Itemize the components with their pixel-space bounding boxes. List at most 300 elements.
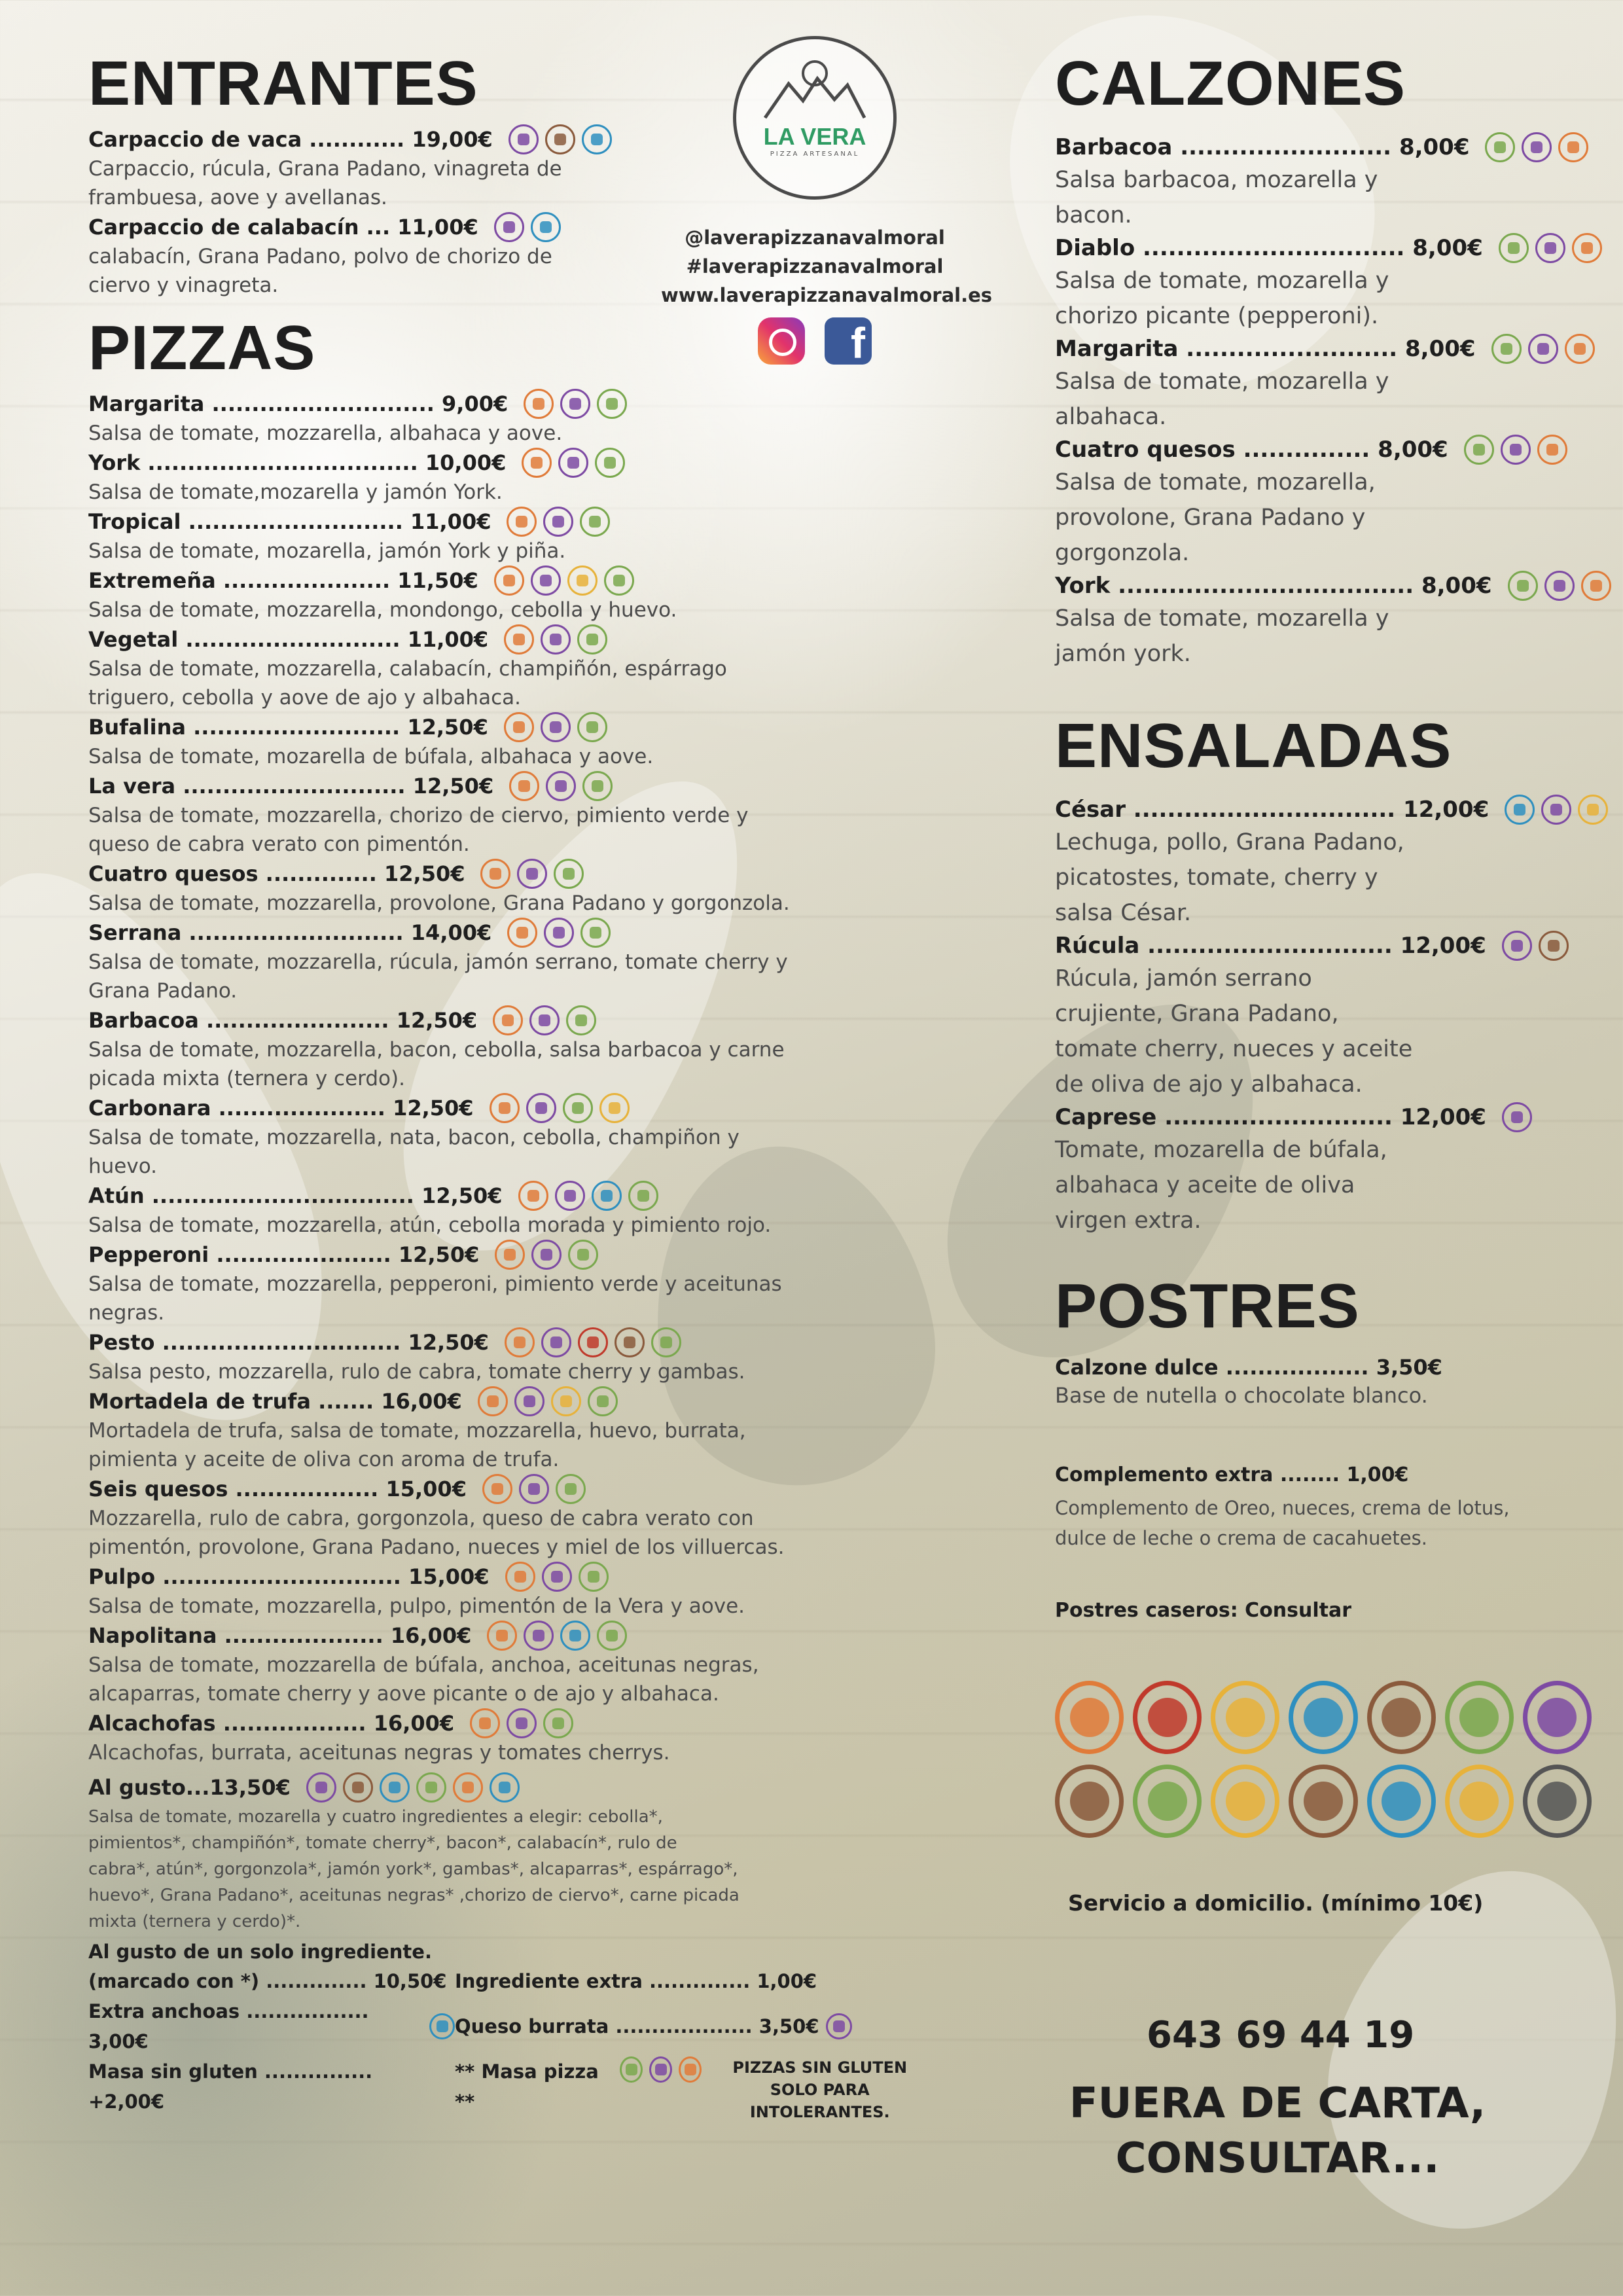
allergen-icons xyxy=(1502,1102,1532,1132)
menu-item-desc: Salsa de tomate, mozzarella, nata, bacon, cebolla, champiñon y huevo. xyxy=(88,1126,740,1178)
menu-item xyxy=(88,1474,952,1562)
extra-anchoas-label: Extra anchoas ................. 3,00€ xyxy=(88,2000,369,2053)
allergen-icons xyxy=(505,1562,609,1592)
egg-icon xyxy=(567,565,597,596)
gluten-icon xyxy=(1464,435,1494,465)
right-column xyxy=(1055,48,1592,2186)
menu-item-name xyxy=(1055,1102,1578,1132)
dairy-icon xyxy=(541,1327,571,1357)
gluten-icon xyxy=(1499,233,1529,263)
item-name-label: Alcachofas .................. 16,00€ xyxy=(88,1711,455,1736)
item-name-label: Rúcula ............................. 12,00€ xyxy=(1055,933,1486,959)
allergen-icons xyxy=(505,1327,681,1357)
item-name-label: Carpaccio de vaca ............ 19,00€ xyxy=(88,127,493,152)
al-gusto-name: Al gusto...13,50€ xyxy=(88,1775,291,1800)
hashtag: #laverapizzanavalmoral xyxy=(686,255,944,278)
allergens-row xyxy=(1055,1765,1592,1838)
menu-item-desc: Salsa de tomate, mozarella, provolone, Grana Padano y gorgonzola. xyxy=(1055,469,1376,566)
dairy-icon xyxy=(1502,1102,1532,1132)
vegetable-icon xyxy=(522,448,552,478)
allergen-icons xyxy=(478,1386,618,1416)
masa-pizza-label: ** Masa pizza ** xyxy=(455,2060,599,2113)
menu-item-desc: Salsa de tomate,mozarella y jamón York. xyxy=(88,480,503,504)
mountain-logo-icon xyxy=(762,59,867,124)
item-name-label: Extremeña ..................... 11,50€ xyxy=(88,568,478,593)
menu-item-desc: Tomate, mozarella de búfala, albahaca y aceite de oliva virgen extra. xyxy=(1055,1137,1387,1234)
menu-item xyxy=(88,1005,952,1093)
allergen-icons xyxy=(493,1005,596,1035)
menu-item xyxy=(1055,571,1578,672)
menu-item xyxy=(1055,435,1578,571)
menu-item-name xyxy=(88,859,952,889)
dairy-icon xyxy=(1522,132,1552,162)
menu-item-name xyxy=(88,507,952,537)
crustacean-icon xyxy=(1133,1681,1202,1754)
allergen-icons xyxy=(482,1474,586,1504)
dairy-icon xyxy=(826,2013,852,2039)
item-name-label: Barbacoa ......................... 8,00€ xyxy=(1055,134,1470,160)
menu-item xyxy=(88,1562,952,1621)
menu-item-name xyxy=(1055,931,1578,961)
menu-item-desc: Salsa de tomate, mozzarella, mondongo, cebolla y huevo. xyxy=(88,598,677,622)
allergens-legend xyxy=(1055,1681,1592,1838)
fuera-line-1: FUERA DE CARTA, xyxy=(1069,2079,1486,2128)
menu-item-name xyxy=(88,1562,952,1592)
dairy-icon xyxy=(514,1386,544,1416)
menu-item-name xyxy=(88,1181,952,1211)
entrantes-title: ENTRANTES xyxy=(88,48,478,118)
menu-item xyxy=(88,859,952,918)
vegetable-icon xyxy=(504,624,534,655)
fish-icon xyxy=(531,212,561,242)
gluten-icon xyxy=(628,1181,658,1211)
gluten-icon xyxy=(588,1386,618,1416)
gluten-icon xyxy=(595,448,625,478)
vegetable-icon xyxy=(1055,1681,1124,1754)
vegetable-icon xyxy=(504,712,534,742)
vegetable-icon xyxy=(470,1708,500,1738)
item-name-label: Margarita ............................ 9,00€ xyxy=(88,391,508,416)
queso-burrata-label: Queso burrata ................... 3,50€ xyxy=(455,2015,819,2037)
dairy-icon xyxy=(531,1240,562,1270)
item-name-label: César ............................... 12,00€ xyxy=(1055,797,1489,823)
menu-item xyxy=(88,212,586,300)
dairy-icon xyxy=(1502,931,1532,961)
menu-item xyxy=(1055,931,1578,1102)
pizzas-list xyxy=(88,389,952,1767)
menu-item-name xyxy=(88,565,952,596)
brand-name: LA VERA xyxy=(763,123,866,150)
masa-sin-gluten: Masa sin gluten ............... +2,00€ xyxy=(88,2060,373,2113)
fish-icon xyxy=(1289,1681,1357,1754)
allergen-icons xyxy=(480,859,584,889)
social-icons xyxy=(661,317,969,365)
fish-icon xyxy=(380,1772,410,1803)
menu-item xyxy=(1055,1102,1578,1238)
item-name-label: Pepperoni ...................... 12,50€ xyxy=(88,1242,480,1267)
item-name-label: Vegetal ........................... 11,00€ xyxy=(88,627,489,652)
dairy-icon xyxy=(543,507,573,537)
delivery-note: Servicio a domicilio. (mínimo 10€) xyxy=(1068,1890,1484,1916)
dairy-icon xyxy=(558,448,588,478)
allergen-icons xyxy=(507,918,611,948)
item-name-label: Diablo ............................... 8,00€ xyxy=(1055,235,1483,261)
menu-item-name xyxy=(88,1327,952,1357)
fish-icon xyxy=(1367,1765,1436,1838)
menu-item xyxy=(88,389,952,448)
menu-item xyxy=(1055,132,1578,233)
menu-item-name xyxy=(1055,132,1578,162)
menu-item-desc: Salsa de tomate, mozarella de búfala, albahaca y aove. xyxy=(88,745,654,768)
dairy-icon xyxy=(508,124,539,154)
fish-icon xyxy=(560,1621,590,1651)
menu-item xyxy=(88,918,952,1005)
vegetable-icon xyxy=(1581,571,1611,601)
postre-name: Calzone dulce .................. 3,50€ xyxy=(1055,1355,1442,1380)
dairy-icon xyxy=(1528,334,1558,364)
item-name-label: York ................................... 8,00€ xyxy=(1055,573,1492,599)
allergen-icons xyxy=(1508,571,1611,601)
vegetable-icon xyxy=(478,1386,508,1416)
extra-ingrediente: Ingrediente extra .............. 1,00€ xyxy=(455,1970,817,1992)
allergen-icons xyxy=(1491,334,1595,364)
crustacean-icon xyxy=(578,1327,608,1357)
al-gusto-desc: Salsa de tomate, mozarella y cuatro ingredientes a elegir: cebolla*, pimientos*, champiñón*, tomate cherry*, bacon*, calabacín*, rulo de cabra*, atún*, gorgonzola*, jamón york*, gambas*, alcaparras*, espárrago*, huevo*, Grana Padano*, aceitunas negras* ,chorizo de ciervo*, carne picada mixta (ternera y cerdo)*. xyxy=(88,1807,740,1931)
menu-item-name xyxy=(1055,435,1578,465)
dairy-icon xyxy=(560,389,590,419)
menu-item-desc: Salsa de tomate, mozzarella de búfala, anchoa, aceitunas negras, alcaparras, tomate cherry y aove picante o de ajo y albahaca. xyxy=(88,1653,759,1706)
menu-item-name xyxy=(88,212,586,242)
menu-item xyxy=(88,1621,952,1708)
nuts-icon xyxy=(615,1327,645,1357)
vegetable-icon xyxy=(1565,334,1595,364)
allergen-icons xyxy=(518,1181,658,1211)
menu-item xyxy=(1055,233,1578,334)
allergen-icons xyxy=(504,624,607,655)
dairy-icon xyxy=(526,1093,556,1123)
gluten-icon xyxy=(554,859,584,889)
menu-item-name xyxy=(88,1240,952,1270)
menu-item-desc: Salsa de tomate, mozzarella, pulpo, pimentón de la Vera y aove. xyxy=(88,1594,745,1618)
vegetable-icon xyxy=(493,1005,523,1035)
dairy-icon xyxy=(555,1181,585,1211)
dairy-icon xyxy=(546,771,576,801)
vegetable-icon xyxy=(507,918,537,948)
menu-item xyxy=(88,1181,952,1240)
gluten-icon xyxy=(582,771,613,801)
menu-item-desc: Lechuga, pollo, Grana Padano, picatostes, tomate, cherry y salsa César. xyxy=(1055,829,1404,926)
allergen-icons xyxy=(509,771,613,801)
pizzas-title: PIZZAS xyxy=(88,313,316,383)
postres-title: POSTRES xyxy=(1055,1271,1360,1341)
vegetable-icon xyxy=(518,1181,548,1211)
dairy-icon xyxy=(1535,233,1565,263)
sulfite-icon xyxy=(1523,1765,1592,1838)
gluten-icon xyxy=(1445,1681,1514,1754)
item-name-label: Carpaccio de calabacín ... 11,00€ xyxy=(88,215,478,240)
menu-item-desc: calabacín, Grana Padano, polvo de chorizo de ciervo y vinagreta. xyxy=(88,245,552,297)
brand-subtitle: PIZZA ARTESANAL xyxy=(770,151,860,158)
instagram-icon[interactable] xyxy=(758,317,805,365)
allergen-icons xyxy=(495,1240,598,1270)
vegetable-icon xyxy=(1558,132,1588,162)
masa-pizza xyxy=(455,2056,926,2123)
postre-desc: Base de nutella o chocolate blanco. xyxy=(1055,1383,1428,1408)
menu-item xyxy=(88,124,586,212)
menu-item xyxy=(1055,1355,1592,1411)
menu-item-name xyxy=(88,1771,952,1804)
allergen-icons xyxy=(1499,233,1602,263)
allergen-icons xyxy=(507,507,610,537)
menu-item-name xyxy=(88,124,586,154)
fuera-de-carta xyxy=(1055,2076,1500,2186)
dairy-icon xyxy=(519,1474,549,1504)
item-name-label: Pulpo .............................. 15,00€ xyxy=(88,1564,490,1589)
vegetable-icon xyxy=(495,1240,525,1270)
vegetable-icon xyxy=(480,859,510,889)
menu-item-name xyxy=(88,1386,952,1416)
allergen-icons xyxy=(524,389,627,419)
menu-item-name xyxy=(1055,795,1578,825)
item-name-label: Margarita ......................... 8,00€ xyxy=(1055,336,1476,362)
menu-item-desc: Salsa de tomate, mozarella, jamón York y piña. xyxy=(88,539,566,563)
ensaladas-list xyxy=(1055,795,1578,1238)
extras-grid xyxy=(88,1966,952,2123)
dairy-icon xyxy=(1544,571,1575,601)
allergen-icons xyxy=(508,124,612,154)
nuts-icon xyxy=(343,1772,373,1803)
dairy-icon xyxy=(542,1562,572,1592)
menu-item-desc: Salsa de tomate, mozzarella, provolone, Grana Padano y gorgonzola. xyxy=(88,891,790,915)
menu-item-name xyxy=(88,624,952,655)
menu-item xyxy=(88,507,952,565)
gluten-icon xyxy=(604,565,634,596)
gluten-icon xyxy=(620,2056,643,2083)
postre-name: Complemento extra ........ 1,00€ xyxy=(1055,1463,1409,1486)
allergen-icons xyxy=(487,1621,627,1651)
item-name-label: La vera ............................ 12,50€ xyxy=(88,774,494,798)
gluten-icon xyxy=(563,1093,593,1123)
menu-item-desc: Salsa pesto, mozzarella, rulo de cabra, tomate cherry y gambas. xyxy=(88,1360,745,1384)
allergen-icons xyxy=(1502,931,1569,961)
allergen-icons xyxy=(494,212,561,242)
menu-item-desc: Salsa de tomate, mozzarella, pepperoni, pimiento verde y aceitunas negras. xyxy=(88,1272,782,1325)
menu-item xyxy=(88,771,952,859)
postres-list xyxy=(1055,1355,1592,1622)
menu-item-name xyxy=(88,1708,952,1738)
vegetable-icon xyxy=(1572,233,1602,263)
menu-item xyxy=(88,1327,952,1386)
item-name-label: Napolitana .................... 16,00€ xyxy=(88,1623,472,1648)
menu-item xyxy=(88,1093,952,1181)
website-link[interactable]: www.laverapizzanavalmoral.es xyxy=(661,284,993,306)
allergen-icons xyxy=(522,448,625,478)
item-name-label: Carbonara ..................... 12,50€ xyxy=(88,1096,474,1121)
vegetable-icon xyxy=(509,771,539,801)
nuts-icon xyxy=(1055,1765,1124,1838)
gluten-icon xyxy=(568,1240,598,1270)
vegetable-icon xyxy=(505,1327,535,1357)
menu-item xyxy=(1055,334,1578,435)
menu-item-desc: Mozzarella, rulo de cabra, gorgonzola, queso de cabra verato con pimentón, provolone, Grana Padano, nueces y miel de los villuercas. xyxy=(88,1507,785,1559)
calzones-list xyxy=(1055,132,1578,672)
vegetable-icon xyxy=(453,1772,483,1803)
item-name-label: Pesto .............................. 12,50€ xyxy=(88,1330,489,1355)
menu-item-name xyxy=(88,1093,952,1123)
dairy-icon xyxy=(541,712,571,742)
gluten-icon xyxy=(579,1562,609,1592)
allergen-icons xyxy=(494,565,634,596)
menu-item-name xyxy=(88,448,952,478)
menu-item xyxy=(1055,795,1578,931)
nuts-icon xyxy=(1289,1765,1357,1838)
menu-item xyxy=(88,1386,952,1474)
calzones-title: CALZONES xyxy=(1055,48,1406,118)
dairy-icon xyxy=(494,212,524,242)
gluten-icon xyxy=(1508,571,1538,601)
dairy-icon xyxy=(507,1708,537,1738)
item-name-label: Cuatro quesos .............. 12,50€ xyxy=(88,861,465,886)
menu-item xyxy=(88,624,952,712)
allergen-icons xyxy=(306,1772,520,1803)
instagram-handle[interactable]: @laverapizzanavalmoral xyxy=(685,226,945,249)
allergen-icons xyxy=(1505,795,1608,825)
fish-icon xyxy=(1505,795,1535,825)
egg-icon xyxy=(1211,1681,1279,1754)
menu-item-desc: Salsa de tomate, mozarella y chorizo picante (pepperoni). xyxy=(1055,268,1389,329)
allergen-icons xyxy=(490,1093,630,1123)
gluten-icon xyxy=(577,712,607,742)
allergen-icons xyxy=(470,1708,573,1738)
ensaladas-title: ENSALADAS xyxy=(1055,711,1452,781)
queso-burrata xyxy=(455,1996,926,2056)
dairy-icon xyxy=(517,859,547,889)
dairy-icon xyxy=(544,918,574,948)
gluten-icon xyxy=(597,389,627,419)
menu-item-desc: Salsa de tomate, mozzarella, rúcula, jamón serrano, tomate cherry y Grana Padano. xyxy=(88,950,788,1003)
allergens-row xyxy=(1055,1681,1592,1754)
egg-icon xyxy=(1211,1765,1279,1838)
gluten-icon xyxy=(543,1708,573,1738)
menu-item-name xyxy=(1055,334,1578,364)
menu-item-desc: Salsa de tomate, mozzarella, albahaca y aove. xyxy=(88,422,563,445)
item-name-label: Tropical ........................... 11,00€ xyxy=(88,509,491,534)
allergen-icons xyxy=(1485,132,1588,162)
item-name-label: Bufalina .......................... 12,50€ xyxy=(88,715,488,740)
vegetable-icon xyxy=(490,1093,520,1123)
al-gusto-one-price: (marcado con *) .............. 10,50€ xyxy=(88,1970,447,1992)
menu-item-name xyxy=(88,389,952,419)
menu-item-desc: Salsa de tomate, mozzarella, chorizo de ciervo, pimiento verde y queso de cabra verato con pimentón. xyxy=(88,804,749,856)
gluten-icon xyxy=(597,1621,627,1651)
dairy-icon xyxy=(1501,435,1531,465)
item-name-label: York .................................. 10,00€ xyxy=(88,450,507,475)
menu-item-desc: Rúcula, jamón serrano crujiente, Grana Padano, tomate cherry, nueces y aceite de oliva de ajo y albahaca. xyxy=(1055,965,1413,1098)
menu-item-desc: Carpaccio, rúcula, Grana Padano, vinagreta de frambuesa, aove y avellanas. xyxy=(88,157,562,209)
al-gusto-one-title: Al gusto de un solo ingrediente. xyxy=(88,1941,432,1963)
gluten-icon xyxy=(651,1327,681,1357)
allergen-icons xyxy=(504,712,607,742)
dairy-icon xyxy=(529,1005,560,1035)
gluten-icon xyxy=(1491,334,1522,364)
fish-icon xyxy=(592,1181,622,1211)
gluten-icon xyxy=(1133,1765,1202,1838)
menu-item xyxy=(88,565,952,624)
vegetable-icon xyxy=(494,565,524,596)
vegetable-icon xyxy=(507,507,537,537)
item-name-label: Cuatro quesos ............... 8,00€ xyxy=(1055,437,1448,463)
menu-item-desc: Salsa barbacoa, mozarella y bacon. xyxy=(1055,167,1378,228)
vegetable-icon xyxy=(487,1621,517,1651)
vegetable-icon xyxy=(505,1562,535,1592)
dairy-icon xyxy=(1541,795,1571,825)
gluten-icon xyxy=(416,1772,446,1803)
fish-icon xyxy=(582,124,612,154)
menu-item-name xyxy=(88,1621,952,1651)
facebook-icon[interactable]: f xyxy=(825,317,872,365)
postre-desc: Complemento de Oreo, nueces, crema de lotus, dulce de leche o crema de cacahuetes. xyxy=(1055,1497,1510,1549)
fuera-line-2: CONSULTAR... xyxy=(1115,2134,1440,2183)
item-name-label: Caprese ........................... 12,00€ xyxy=(1055,1104,1486,1130)
item-name-label: Barbacoa ....................... 12,50€ xyxy=(88,1008,478,1033)
vegetable-icon xyxy=(1537,435,1567,465)
fish-icon xyxy=(490,1772,520,1803)
sin-gluten-note: PIZZAS SIN GLUTEN SOLO PARA INTOLERANTES. xyxy=(732,2058,908,2121)
dairy-icon xyxy=(541,624,571,655)
extra-anchoas xyxy=(88,1996,455,2056)
gluten-icon xyxy=(580,507,610,537)
gluten-icon xyxy=(577,624,607,655)
item-name-label: Serrana ........................... 14,00€ xyxy=(88,920,492,945)
menu-item-name xyxy=(88,1474,952,1504)
vegetable-icon xyxy=(524,389,554,419)
menu-item-name xyxy=(1055,233,1578,263)
egg-icon xyxy=(1445,1765,1514,1838)
vegetable-icon xyxy=(482,1474,512,1504)
brand-block xyxy=(661,36,993,367)
menu-item-name xyxy=(88,712,952,742)
menu-item-desc: Salsa de tomate, mozzarella, calabacín, champiñón, espárrago triguero, cebolla y aove de ajo y albahaca. xyxy=(88,657,727,709)
menu-item-name xyxy=(1055,571,1578,601)
entrantes-list xyxy=(88,124,586,300)
menu-item xyxy=(1055,1463,1592,1553)
menu-item-name xyxy=(88,918,952,948)
dairy-icon xyxy=(649,2056,672,2083)
gluten-icon xyxy=(556,1474,586,1504)
al-gusto-block xyxy=(88,1771,952,2123)
dairy-icon xyxy=(531,565,561,596)
menu-item-desc: Salsa de tomate, mozarella y jamón york. xyxy=(1055,605,1389,667)
phone-number[interactable]: 643 69 44 19 xyxy=(1147,2014,1415,2056)
menu-item xyxy=(88,712,952,771)
menu-item-desc: Mortadela de trufa, salsa de tomate, mozzarella, huevo, burrata, pimienta y aceite de oliva con aroma de trufa. xyxy=(88,1419,746,1471)
dairy-icon xyxy=(524,1621,554,1651)
gluten-icon xyxy=(566,1005,596,1035)
dairy-icon xyxy=(1523,1681,1592,1754)
dairy-icon xyxy=(306,1772,336,1803)
egg-icon xyxy=(1578,795,1608,825)
menu-item-desc: Salsa de tomate, mozarella y albahaca. xyxy=(1055,368,1389,430)
postres-caseros: Postres caseros: Consultar xyxy=(1055,1599,1352,1622)
egg-icon xyxy=(551,1386,581,1416)
egg-icon xyxy=(599,1093,630,1123)
item-name-label: Seis quesos .................. 15,00€ xyxy=(88,1477,467,1501)
menu-item xyxy=(88,1240,952,1327)
menu-item-name xyxy=(88,1005,952,1035)
menu-item-desc: Alcachofas, burrata, aceitunas negras y tomates cherrys. xyxy=(88,1741,670,1765)
menu-item-desc: Salsa de tomate, mozzarella, bacon, cebolla, salsa barbacoa y carne picada mixta (ternera y cerdo). xyxy=(88,1038,785,1090)
allergen-icons xyxy=(1464,435,1567,465)
